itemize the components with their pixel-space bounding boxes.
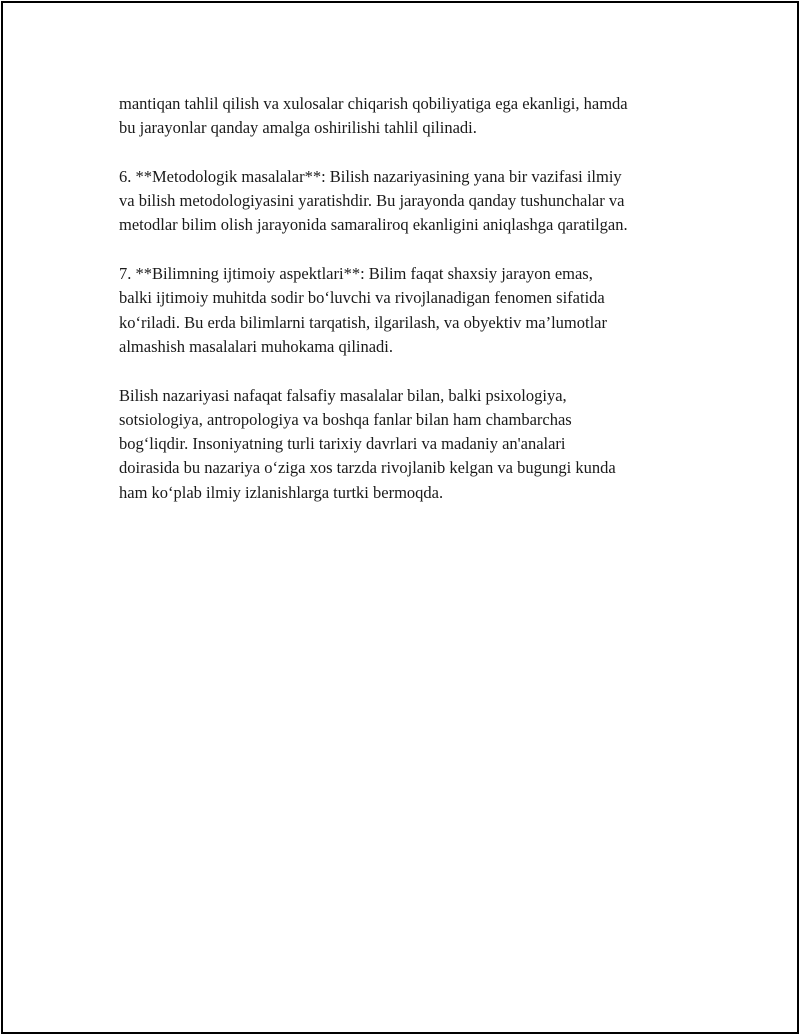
text-line: metodlar bilim olish jarayonida samaraliroq ekanligini aniqlashga qaratilgan. xyxy=(119,215,628,235)
text-line: sotsiologiya, antropologiya va boshqa fanlar bilan ham chambarchas xyxy=(119,409,572,429)
paragraph-item-6 xyxy=(119,165,699,238)
text-line: balki ijtimoiy muhitda sodir bo‘luvchi va rivojlanadigan fenomen sifatida xyxy=(119,288,605,308)
document-page xyxy=(1,1,799,1034)
document-body xyxy=(119,92,699,529)
text-line: doirasida bu nazariya o‘ziga xos tarzda rivojlanib kelgan va bugungi kunda xyxy=(119,458,616,478)
paragraph-conclusion xyxy=(119,384,699,505)
text-line: 7. **Bilimning ijtimoiy aspektlari**: Bilim faqat shaxsiy jarayon emas, xyxy=(119,264,593,284)
text-line: va bilish metodologiyasini yaratishdir. Bu jarayonda qanday tushunchalar va xyxy=(119,191,625,211)
text-line: ham ko‘plab ilmiy izlanishlarga turtki bermoqda. xyxy=(119,482,444,502)
paragraph-item-7 xyxy=(119,262,699,359)
text-line: 6. **Metodologik masalalar**: Bilish nazariyasining yana bir vazifasi ilmiy xyxy=(119,166,622,186)
text-line: almashish masalalari muhokama qilinadi. xyxy=(119,336,394,356)
text-line: mantiqan tahlil qilish va xulosalar chiqarish qobiliyatiga ega ekanligi, hamda xyxy=(119,94,628,113)
text-line: Bilish nazariyasi nafaqat falsafiy masalalar bilan, balki psixologiya, xyxy=(119,385,567,405)
text-line: bu jarayonlar qanday amalga oshirilishi tahlil qilinadi. xyxy=(119,118,477,138)
paragraph-intro-continuation xyxy=(119,92,699,141)
text-line: bog‘liqdir. Insoniyatning turli tarixiy davrlari va madaniy an'analari xyxy=(119,434,566,454)
text-line: ko‘riladi. Bu erda bilimlarni tarqatish, ilgarilash, va obyektiv ma’lumotlar xyxy=(119,312,607,332)
